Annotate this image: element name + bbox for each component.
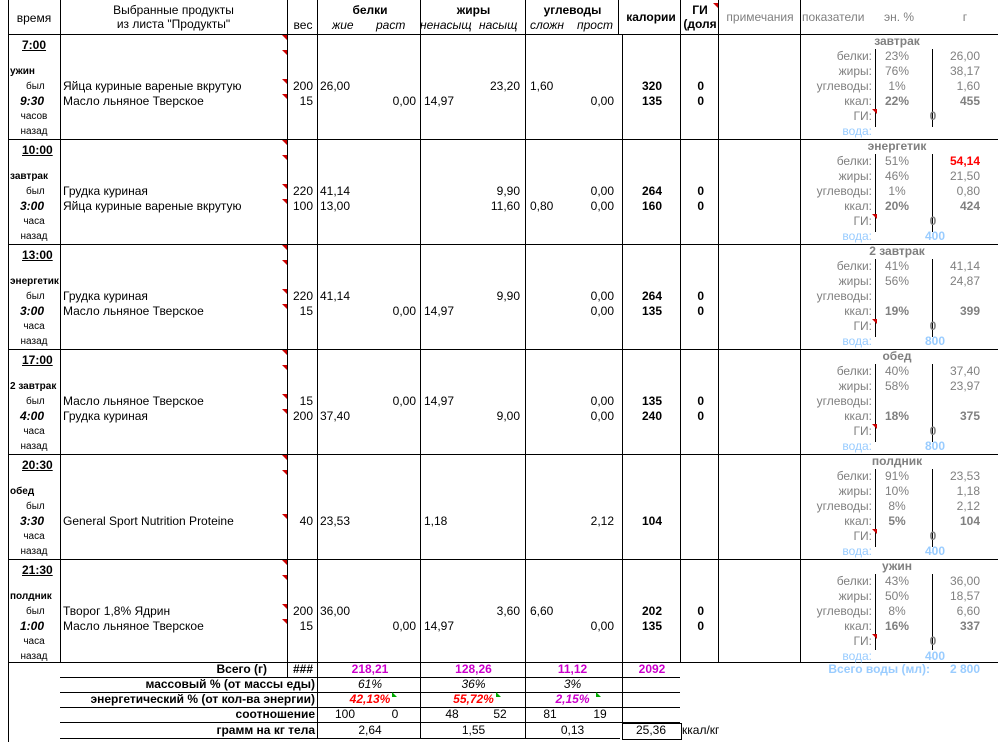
food-weight[interactable]: 15 [299, 394, 313, 408]
gi-value[interactable]: 0 [697, 394, 704, 408]
summary-carbs-label[interactable]: углеводы: [816, 499, 872, 513]
gi-value[interactable]: 0 [697, 199, 704, 213]
meal-was[interactable]: был [26, 396, 45, 407]
summary-fat-pct[interactable]: 10% [884, 484, 910, 498]
fat-sat-value[interactable]: 9,90 [496, 289, 520, 303]
fat-sat-value[interactable]: 9,00 [496, 409, 520, 423]
food-weight[interactable]: 15 [299, 619, 313, 633]
summary-protein-g[interactable]: 36,00 [949, 574, 980, 588]
summary-carbs-g[interactable]: 0,80 [956, 184, 980, 198]
meal-ago[interactable]: 1:00 [20, 619, 45, 633]
summary-water-label[interactable]: вода: [842, 439, 872, 453]
header-products[interactable]: Выбранные продукты [113, 3, 234, 17]
perkg-protein[interactable]: 2,64 [358, 723, 382, 737]
food-name[interactable]: Грудка куриная [63, 289, 148, 303]
energy-protein[interactable]: 42,13% [349, 692, 391, 706]
food-name[interactable]: Яйца куриные вареные вкрутую [63, 199, 242, 213]
total-carbs[interactable]: 11,12 [557, 662, 588, 676]
summary-fat-g[interactable]: 18,57 [949, 589, 980, 603]
summary-kcal[interactable]: 375 [959, 409, 980, 423]
summary-kcal[interactable]: 455 [959, 94, 980, 108]
food-name[interactable]: Яйца куриные вареные вкрутую [63, 79, 242, 93]
mass-carbs[interactable]: 3% [563, 677, 582, 691]
kcal-value[interactable]: 104 [641, 514, 662, 528]
meal-was[interactable]: был [26, 186, 45, 197]
summary-fat-pct[interactable]: 56% [884, 274, 910, 288]
summary-gi-label[interactable]: ГИ: [853, 319, 872, 333]
summary-fat-g[interactable]: 38,17 [949, 64, 980, 78]
carbs-complex-value[interactable]: 6,60 [530, 604, 554, 618]
kcal-value[interactable]: 264 [641, 289, 662, 303]
protein-animal-value[interactable]: 36,00 [320, 604, 351, 618]
summary-fat-pct[interactable]: 46% [884, 169, 910, 183]
carbs-simple-value[interactable]: 0,00 [590, 289, 614, 303]
fat-sat-value[interactable]: 23,20 [489, 79, 520, 93]
energy-label[interactable]: энергетический % (от кол-ва энергии) [90, 692, 315, 706]
kcal-value[interactable]: 135 [641, 394, 662, 408]
summary-protein-g[interactable]: 37,40 [949, 364, 980, 378]
summary-gi[interactable]: 0 [929, 634, 937, 648]
energy-fat[interactable]: 55,72% [453, 692, 494, 706]
header-protein-animal[interactable]: жие [332, 18, 354, 32]
mass-label[interactable]: массовый % (от массы еды) [145, 677, 315, 691]
meal-label[interactable]: ужин [10, 66, 35, 77]
header-grams[interactable]: г [962, 10, 968, 24]
carbs-simple-value[interactable]: 0,00 [590, 184, 614, 198]
protein-animal-value[interactable]: 41,14 [320, 289, 351, 303]
summary-fat-g[interactable]: 1,18 [956, 484, 980, 498]
summary-protein-label[interactable]: белки: [836, 469, 872, 483]
carbs-simple-value[interactable]: 2,12 [590, 514, 614, 528]
meal-ago[interactable]: 3:00 [20, 304, 45, 318]
meal-label[interactable]: энергетик [10, 276, 59, 287]
food-name[interactable]: Грудка куриная [63, 184, 148, 198]
summary-gi[interactable]: 0 [929, 319, 937, 333]
food-weight[interactable]: 15 [299, 304, 313, 318]
summary-gi[interactable]: 0 [929, 214, 937, 228]
summary-kcal-label[interactable]: ккал: [844, 304, 872, 318]
meal-hours[interactable]: часа [23, 531, 45, 542]
food-name[interactable]: General Sport Nutrition Proteine [63, 514, 234, 528]
meal-back[interactable]: назад [20, 231, 48, 242]
kcal-value[interactable]: 264 [641, 184, 662, 198]
summary-protein-label[interactable]: белки: [836, 364, 872, 378]
summary-protein-g[interactable]: 54,14 [949, 154, 980, 168]
summary-protein-label[interactable]: белки: [836, 154, 872, 168]
meal-back[interactable]: назад [20, 651, 48, 662]
summary-kcal-label[interactable]: ккал: [844, 94, 872, 108]
header-protein-plant[interactable]: раст [376, 18, 406, 32]
total-kcal[interactable]: 2092 [638, 662, 666, 676]
summary-fat-label[interactable]: жиры: [838, 169, 872, 183]
meal-was[interactable]: был [26, 606, 45, 617]
summary-gi-label[interactable]: ГИ: [853, 634, 872, 648]
meal-hours[interactable]: часа [23, 216, 45, 227]
protein-plant-value[interactable]: 0,00 [392, 304, 416, 318]
meal-back[interactable]: назад [20, 336, 48, 347]
fat-sat-value[interactable]: 11,60 [490, 199, 520, 213]
summary-kcal-pct[interactable]: 18% [884, 409, 910, 423]
summary-title[interactable]: энергетик [867, 139, 927, 153]
summary-kcal[interactable]: 399 [959, 304, 980, 318]
protein-animal-value[interactable]: 41,14 [320, 184, 351, 198]
food-weight[interactable]: 220 [292, 184, 313, 198]
carbs-complex-value[interactable]: 0,80 [530, 199, 554, 213]
carbs-simple-value[interactable]: 0,00 [590, 304, 614, 318]
summary-gi[interactable]: 0 [929, 424, 937, 438]
ratio-carbs-1[interactable]: 81 [543, 707, 557, 721]
protein-plant-value[interactable]: 0,00 [392, 94, 416, 108]
summary-gi[interactable]: 0 [929, 109, 937, 123]
summary-kcal-pct[interactable]: 19% [884, 304, 910, 318]
summary-gi-label[interactable]: ГИ: [853, 529, 872, 543]
ratio-fat-1[interactable]: 48 [445, 707, 459, 721]
energy-carbs[interactable]: 2,15% [555, 692, 590, 706]
meal-was[interactable]: был [26, 501, 45, 512]
food-weight[interactable]: 200 [292, 604, 313, 618]
summary-protein-label[interactable]: белки: [836, 259, 872, 273]
meal-time[interactable]: 20:30 [22, 458, 53, 472]
meal-hours[interactable]: часа [23, 426, 45, 437]
meal-ago[interactable]: 4:00 [20, 409, 45, 423]
summary-water-label[interactable]: вода: [842, 544, 872, 558]
fat-unsat-value[interactable]: 14,97 [424, 394, 455, 408]
gi-value[interactable]: 0 [697, 79, 704, 93]
summary-fat-label[interactable]: жиры: [838, 64, 872, 78]
summary-fat-label[interactable]: жиры: [838, 379, 872, 393]
carbs-simple-value[interactable]: 0,00 [590, 394, 614, 408]
summary-carbs-label[interactable]: углеводы: [816, 184, 872, 198]
food-name[interactable]: Грудка куриная [63, 409, 148, 423]
fat-unsat-value[interactable]: 14,97 [424, 304, 455, 318]
summary-kcal-label[interactable]: ккал: [844, 409, 872, 423]
meal-label[interactable]: 2 завтрак [10, 381, 57, 392]
perkg-kcal[interactable]: 25,36 [635, 723, 667, 737]
protein-animal-value[interactable]: 13,00 [320, 199, 351, 213]
meal-time[interactable]: 17:00 [22, 353, 53, 367]
summary-water[interactable]: 400 [924, 544, 946, 558]
total-water[interactable]: 2 800 [949, 662, 981, 676]
food-weight[interactable]: 200 [292, 409, 313, 423]
summary-fat-pct[interactable]: 76% [884, 64, 910, 78]
summary-protein-g[interactable]: 41,14 [949, 259, 980, 273]
fat-unsat-value[interactable]: 1,18 [424, 514, 448, 528]
summary-gi-label[interactable]: ГИ: [853, 214, 872, 228]
header-fat-unsat[interactable]: ненасыщ [420, 18, 472, 32]
ratio-protein-2[interactable]: 0 [391, 707, 399, 721]
summary-title[interactable]: завтрак [874, 34, 920, 48]
header-carbs[interactable]: углеводы [543, 3, 602, 17]
meal-ago[interactable]: 3:00 [20, 199, 45, 213]
food-weight[interactable]: 15 [299, 94, 313, 108]
meal-label[interactable]: полдник [10, 591, 52, 602]
summary-kcal-pct[interactable]: 5% [888, 514, 906, 528]
carbs-simple-value[interactable]: 0,00 [590, 94, 614, 108]
header-indicators[interactable]: показатели [802, 10, 865, 24]
meal-time[interactable]: 10:00 [22, 143, 53, 157]
food-weight[interactable]: 100 [292, 199, 313, 213]
gi-value[interactable]: 0 [697, 409, 704, 423]
fat-unsat-value[interactable]: 14,97 [424, 619, 455, 633]
gi-value[interactable]: 0 [697, 604, 704, 618]
meal-was[interactable]: был [26, 291, 45, 302]
summary-protein-g[interactable]: 23,53 [949, 469, 980, 483]
ratio-fat-2[interactable]: 52 [493, 707, 507, 721]
summary-fat-pct[interactable]: 58% [884, 379, 910, 393]
perkg-unit[interactable]: ккал/кг [682, 723, 720, 737]
header-fat[interactable]: жиры [456, 3, 491, 17]
summary-kcal[interactable]: 104 [959, 514, 980, 528]
summary-protein-pct[interactable]: 91% [884, 469, 910, 483]
perkg-label[interactable]: грамм на кг тела [216, 723, 315, 737]
summary-water[interactable]: 800 [924, 439, 946, 453]
meal-back[interactable]: назад [20, 546, 48, 557]
header-calories[interactable]: калории [626, 10, 676, 24]
header-fat-sat[interactable]: насыщ [479, 18, 518, 32]
summary-title[interactable]: обед [882, 349, 912, 363]
ratio-protein-1[interactable]: 100 [334, 707, 356, 721]
total-hash[interactable]: ### [292, 662, 314, 676]
header-gi-sub[interactable]: (доля [683, 17, 717, 31]
summary-kcal-label[interactable]: ккал: [844, 619, 872, 633]
kcal-value[interactable]: 320 [641, 79, 662, 93]
summary-carbs-label[interactable]: углеводы: [816, 604, 872, 618]
food-weight[interactable]: 220 [292, 289, 313, 303]
summary-water-label[interactable]: вода: [842, 124, 872, 138]
header-energy-pct[interactable]: эн. % [883, 10, 915, 24]
kcal-value[interactable]: 135 [641, 619, 662, 633]
summary-fat-label[interactable]: жиры: [838, 589, 872, 603]
summary-water-label[interactable]: вода: [842, 229, 872, 243]
protein-animal-value[interactable]: 37,40 [320, 409, 351, 423]
summary-protein-label[interactable]: белки: [836, 574, 872, 588]
carbs-simple-value[interactable]: 0,00 [590, 199, 614, 213]
header-weight[interactable]: вес [293, 18, 313, 32]
meal-was[interactable]: был [26, 81, 45, 92]
summary-water[interactable]: 800 [924, 334, 946, 348]
summary-gi-label[interactable]: ГИ: [853, 424, 872, 438]
summary-carbs-pct[interactable]: 8% [888, 499, 906, 513]
kcal-value[interactable]: 240 [641, 409, 662, 423]
kcal-value[interactable]: 135 [641, 94, 662, 108]
summary-water[interactable]: 400 [924, 649, 946, 663]
mass-fat[interactable]: 36% [461, 677, 486, 691]
meal-back[interactable]: назад [20, 126, 48, 137]
summary-protein-g[interactable]: 26,00 [949, 49, 980, 63]
total-protein[interactable]: 218,21 [351, 662, 389, 676]
header-time[interactable]: время [16, 11, 52, 25]
summary-fat-g[interactable]: 24,87 [949, 274, 980, 288]
meal-label[interactable]: завтрак [10, 171, 48, 182]
summary-kcal-label[interactable]: ккал: [844, 514, 872, 528]
header-carbs-simple[interactable]: прост [577, 18, 613, 32]
summary-title[interactable]: ужин [882, 559, 912, 573]
food-weight[interactable]: 40 [299, 514, 313, 528]
summary-fat-g[interactable]: 23,97 [949, 379, 980, 393]
gi-value[interactable]: 0 [697, 289, 704, 303]
header-carbs-complex[interactable]: сложн [530, 18, 565, 32]
summary-kcal-pct[interactable]: 16% [884, 619, 910, 633]
meal-time[interactable]: 21:30 [22, 563, 53, 577]
summary-protein-pct[interactable]: 43% [884, 574, 910, 588]
summary-fat-label[interactable]: жиры: [838, 274, 872, 288]
fat-unsat-value[interactable]: 14,97 [424, 94, 455, 108]
food-name[interactable]: Масло льняное Тверское [63, 304, 204, 318]
kcal-value[interactable]: 135 [641, 304, 662, 318]
summary-carbs-g[interactable]: 1,60 [956, 79, 980, 93]
summary-title[interactable]: 2 завтрак [869, 244, 925, 258]
perkg-carbs[interactable]: 0,13 [560, 723, 585, 737]
meal-ago[interactable]: 9:30 [20, 94, 45, 108]
header-notes[interactable]: примечания [726, 10, 794, 24]
gi-value[interactable]: 0 [697, 304, 704, 318]
summary-fat-label[interactable]: жиры: [838, 484, 872, 498]
summary-protein-pct[interactable]: 23% [884, 49, 910, 63]
meal-hours[interactable]: часа [23, 636, 45, 647]
summary-protein-pct[interactable]: 51% [884, 154, 910, 168]
summary-carbs-label[interactable]: углеводы: [816, 289, 872, 303]
gi-value[interactable]: 0 [697, 619, 704, 633]
total-fat[interactable]: 128,26 [455, 662, 492, 676]
food-name[interactable]: Масло льняное Тверское [63, 394, 204, 408]
kcal-value[interactable]: 202 [641, 604, 662, 618]
total-water-label[interactable]: Всего воды (мл): [828, 662, 930, 676]
summary-carbs-g[interactable]: 2,12 [956, 499, 980, 513]
carbs-complex-value[interactable]: 1,60 [530, 79, 554, 93]
summary-kcal-pct[interactable]: 20% [884, 199, 910, 213]
meal-back[interactable]: назад [20, 441, 48, 452]
summary-kcal[interactable]: 424 [959, 199, 980, 213]
summary-carbs-label[interactable]: углеводы: [816, 79, 872, 93]
meal-label[interactable]: обед [10, 486, 35, 497]
summary-fat-g[interactable]: 21,50 [949, 169, 980, 183]
protein-animal-value[interactable]: 23,53 [320, 514, 351, 528]
summary-carbs-label[interactable]: углеводы: [816, 394, 872, 408]
summary-protein-pct[interactable]: 41% [884, 259, 910, 273]
summary-water-label[interactable]: вода: [842, 649, 872, 663]
summary-kcal-label[interactable]: ккал: [844, 199, 872, 213]
meal-time[interactable]: 13:00 [22, 248, 53, 262]
meal-ago[interactable]: 3:30 [20, 514, 45, 528]
summary-kcal-pct[interactable]: 22% [884, 94, 910, 108]
summary-gi-label[interactable]: ГИ: [853, 109, 872, 123]
meal-hours[interactable]: часов [20, 111, 48, 122]
protein-plant-value[interactable]: 0,00 [392, 619, 416, 633]
summary-protein-label[interactable]: белки: [836, 49, 872, 63]
summary-gi[interactable]: 0 [929, 529, 937, 543]
gi-value[interactable]: 0 [697, 94, 704, 108]
food-name[interactable]: Творог 1,8% Ядрин [63, 604, 171, 618]
ratio-label[interactable]: соотношение [235, 707, 315, 721]
summary-carbs-g[interactable]: 6,60 [956, 604, 980, 618]
food-name[interactable]: Масло льняное Тверское [63, 619, 204, 633]
food-weight[interactable]: 200 [292, 79, 313, 93]
summary-title[interactable]: полдник [871, 454, 923, 468]
ratio-carbs-2[interactable]: 19 [593, 707, 607, 721]
summary-protein-pct[interactable]: 40% [884, 364, 910, 378]
protein-animal-value[interactable]: 26,00 [320, 79, 351, 93]
summary-fat-pct[interactable]: 50% [884, 589, 910, 603]
fat-sat-value[interactable]: 9,90 [496, 184, 520, 198]
food-name[interactable]: Масло льняное Тверское [63, 94, 204, 108]
summary-carbs-pct[interactable]: 1% [888, 184, 906, 198]
header-protein[interactable]: белки [352, 3, 388, 17]
summary-carbs-pct[interactable]: 1% [888, 79, 906, 93]
carbs-simple-value[interactable]: 0,00 [590, 619, 614, 633]
total-label[interactable]: Всего (г) [216, 662, 267, 676]
header-products-sub[interactable]: из листа "Продукты" [116, 17, 231, 31]
kcal-value[interactable]: 160 [641, 199, 662, 213]
protein-plant-value[interactable]: 0,00 [392, 394, 416, 408]
gi-value[interactable]: 0 [697, 184, 704, 198]
carbs-simple-value[interactable]: 0,00 [590, 409, 614, 423]
header-gi[interactable]: ГИ [692, 3, 708, 17]
summary-water[interactable]: 400 [924, 229, 946, 243]
summary-kcal[interactable]: 337 [959, 619, 980, 633]
meal-time[interactable]: 7:00 [22, 38, 47, 52]
meal-hours[interactable]: часа [23, 321, 45, 332]
summary-carbs-pct[interactable]: 8% [888, 604, 906, 618]
perkg-fat[interactable]: 1,55 [461, 723, 486, 737]
fat-sat-value[interactable]: 3,60 [496, 604, 520, 618]
mass-protein[interactable]: 61% [357, 677, 383, 691]
summary-water-label[interactable]: вода: [842, 334, 872, 348]
